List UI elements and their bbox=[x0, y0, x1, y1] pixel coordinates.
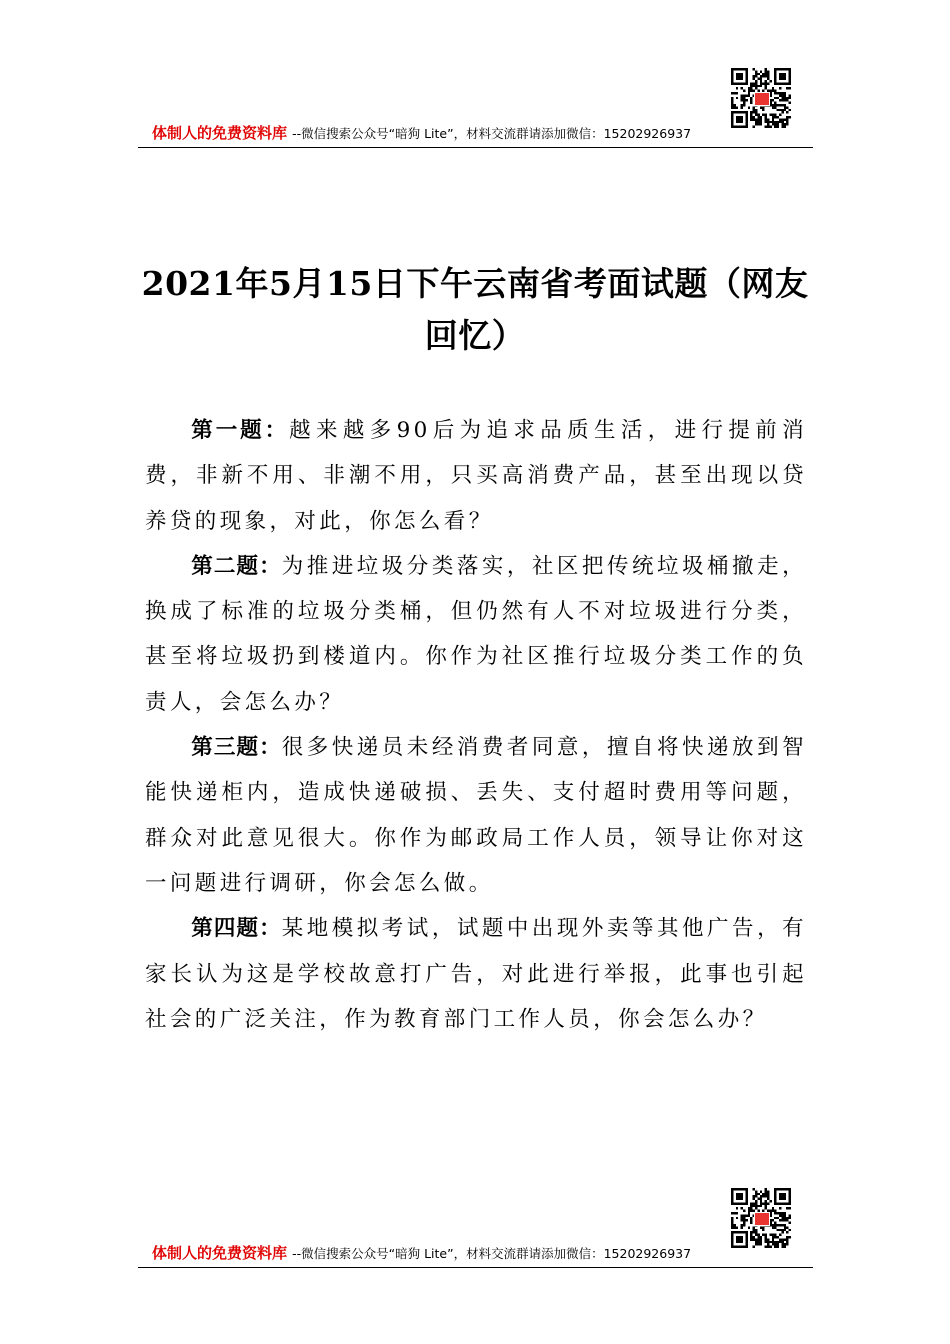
header-subtitle: --微信搜索公众号“暗狗 Lite”，材料交流群请添加微信：15202926937 bbox=[292, 126, 692, 141]
question-4-text: 某地模拟考试，试题中出现外卖等其他广告，有家长认为这是学校故意打广告，对此进行举报，此事也引起社会的广泛关注，作为教育部门工作人员，你会怎么办？ bbox=[145, 916, 807, 1032]
question-4-label: 第四题： bbox=[191, 916, 282, 942]
footer-brand: 体制人的免费资料库 bbox=[152, 1244, 288, 1262]
question-2-text: 为推进垃圾分类落实，社区把传统垃圾桶撤走，换成了标准的垃圾分类桶，但仍然有人不对垃圾进行分类，甚至将垃圾扔到楼道内。你作为社区推行垃圾分类工作的负责人，会怎么办？ bbox=[145, 553, 807, 715]
question-3-text: 很多快递员未经消费者同意，擅自将快递放到智能快递柜内，造成快递破损、丢失、支付超时费用等问题，群众对此意见很大。你作为邮政局工作人员，领导让你对这一问题进行调研，你会怎么做。 bbox=[145, 735, 807, 896]
question-3 bbox=[145, 725, 807, 906]
question-1 bbox=[145, 408, 807, 544]
header-banner bbox=[152, 122, 691, 143]
footer-subtitle: --微信搜索公众号“暗狗 Lite”，材料交流群请添加微信：15202926937 bbox=[292, 1246, 692, 1261]
footer-banner bbox=[152, 1242, 691, 1263]
footer-divider bbox=[138, 1267, 813, 1268]
page-header bbox=[138, 68, 813, 148]
document-title: 2021年5月15日下午云南省考面试题（网友回忆） bbox=[141, 264, 809, 355]
header-brand: 体制人的免费资料库 bbox=[152, 124, 288, 142]
qr-code-icon bbox=[731, 68, 791, 128]
qr-code-icon bbox=[731, 1188, 791, 1248]
question-1-text: 越来越多90后为追求品质生活，进行提前消费，非新不用、非潮不用，只买高消费产品，甚至出现以贷养贷的现象，对此，你怎么看？ bbox=[145, 418, 807, 534]
question-1-label: 第一题： bbox=[191, 418, 290, 443]
document-body bbox=[145, 408, 807, 1042]
question-2-label: 第二题： bbox=[191, 553, 282, 579]
page-footer bbox=[138, 1188, 813, 1268]
question-4 bbox=[145, 906, 807, 1042]
question-2 bbox=[145, 544, 807, 725]
question-3-label: 第三题： bbox=[191, 735, 282, 761]
header-divider bbox=[138, 147, 813, 148]
